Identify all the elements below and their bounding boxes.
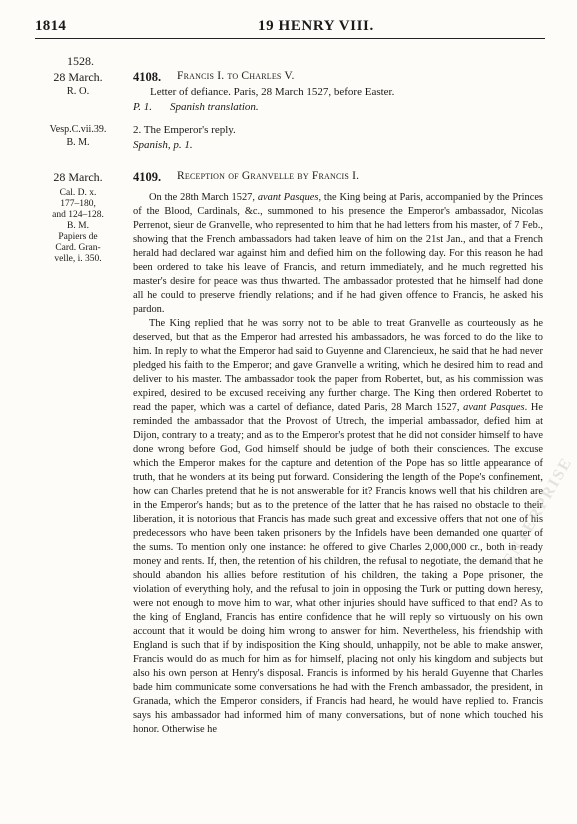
entry-4109-number: 4109. [133,170,162,184]
ref-line: Card. Gran- [55,243,101,253]
body-paragraph: The King replied that he was sorry not to be able to treat Granvelle as courteously as he deserved, but that as the Emperor had arrested his ambassadors, he was forced to do the like to him. In reply to what the Emperor had said to Guyenne and Clarencieux, he said that he had never pledged his faith to the Emperor; and gave Granvelle a writing, which he desired him to read and deliver to his master. The ambassador took the paper from Robertet, but, as his commission was expired, desired to be excused receiving any further charge. The King then ordered Robertet to read the paper, which was a cartel of defiance, dated Paris, 28 March 1527, avant Pasques. He reminded the ambassador that the Provost of Utrech, the imperial ambassador, defied him at Dijon, contrary to a treaty; and as to the Emperor's protest that he did not consider himself to have done wrong before God, God himself should be judge of both their consciences. The excuse which the Emperor makes for the capture and detention of the Pope has so little appearance of truth, that he wonders at its being put forward. Considering the length of the Pope's confinement, how can Charles pretend that he is not answerable for it? Francis knows well that his children are in the Emperor's hands; but as to the pretence of the latter that he has raised no obstacle to their liberation, it is notorious that Francis has made such great and excessive offers that not one of his predecessors who have been taken prisoners by the Infidels have been demanded one quarter of the sums. To mention only one instance: he offered to give Charles 2,000,000 cr., both in ready money and rents. If, then, the retention of his children, the refusal to negotiate, the demand that he should abandon his allies before restitution of his children, the taking a Pope prisoner, the violation of everything holy, and the refusal to join in opposing the Turk or putting down heresy, were not enough to move him to war, what other injuries should have sufficed to that end? As to the king of England, Francis has entire confidence that he will reply so virtuously on his own account that it would be doing him wrong to answer for him. Nevertheless, his friendship with England is such that if by indisposition the King should, unhappily, not be able to make answer, Francis would do as much for him as for himself, placing not only his kingdom and subjects but also his own person at Henry's disposal. Francis is informed by his herald Guyenne that Charles bade him communicate some conversations he had with the French ambassador, the president, in Granada, which the Emperor considers, if Francis had heard, he would have replied to. Francis says his ambassador had informed him of many conversations, but of none which touched his honor. Otherwise he [133,318,543,735]
ref-line: and 124–128. [52,210,104,220]
page-number: 1814 [35,18,67,34]
entry-4108-source: R. O. [66,86,90,97]
year-marker: 1528. [67,54,94,68]
entry-4109-body [133,191,543,737]
watermark-stamp: ENTERPRISE [500,454,576,569]
entry-4108-translation: Spanish translation. [170,101,259,113]
entry-4108-pages: P. 1. [133,101,153,113]
entry-4109-date: 28 March. [53,170,103,184]
entry-4108-date: 28 March. [53,70,103,84]
ref-line: B. M. [67,221,89,231]
body-paragraph: On the 28th March 1527, avant Pasques, the King being at Paris, accompanied by the Princes of the Blood, Cardinals, &c., summoned to his presence the Emperor's ambassador, Nicolas Perrenot, sieur de Granvelle, who represented to him that he had letters from his master, of 7 Feb., showing that the French ambassadors had taken leave of him on the 21st Jan., and that a French herald had declared war against him and defied him on the following day. For this reason he had been ordered to take his leave of Francis, and return immediately, and he much regretted his master's desire for peace was thus thwarted. The ambassador protested that he himself had done all he could to preserve friendly relations; and if he had given offence to Francis, he asked his pardon. [133,192,543,315]
entry-4108-item2-source-2: B. M. [66,137,90,148]
entry-4108-number: 4108. [133,70,162,84]
ref-line: Cal. D. x. [59,188,97,198]
entry-4108-item2-line: 2. The Emperor's reply. [133,124,236,136]
entry-4108-item2-source-1: Vesp.C.vii.39. [49,124,107,135]
entry-4108-item2-lang: Spanish, p. 1. [133,139,193,151]
ref-line: Papiers de [58,232,98,242]
entry-4108-letter-line: Letter of defiance. Paris, 28 March 1527, before Easter. [150,86,395,98]
entry-4108-title: Francis I. to Charles V. [177,70,295,82]
ref-line: velle, i. 350. [54,254,102,264]
running-head: 19 HENRY VIII. [258,18,374,34]
ref-line: 177–180, [60,199,96,209]
header-rule [35,38,545,39]
entry-4109-title: Reception of Granvelle by Francis I. [177,170,360,182]
